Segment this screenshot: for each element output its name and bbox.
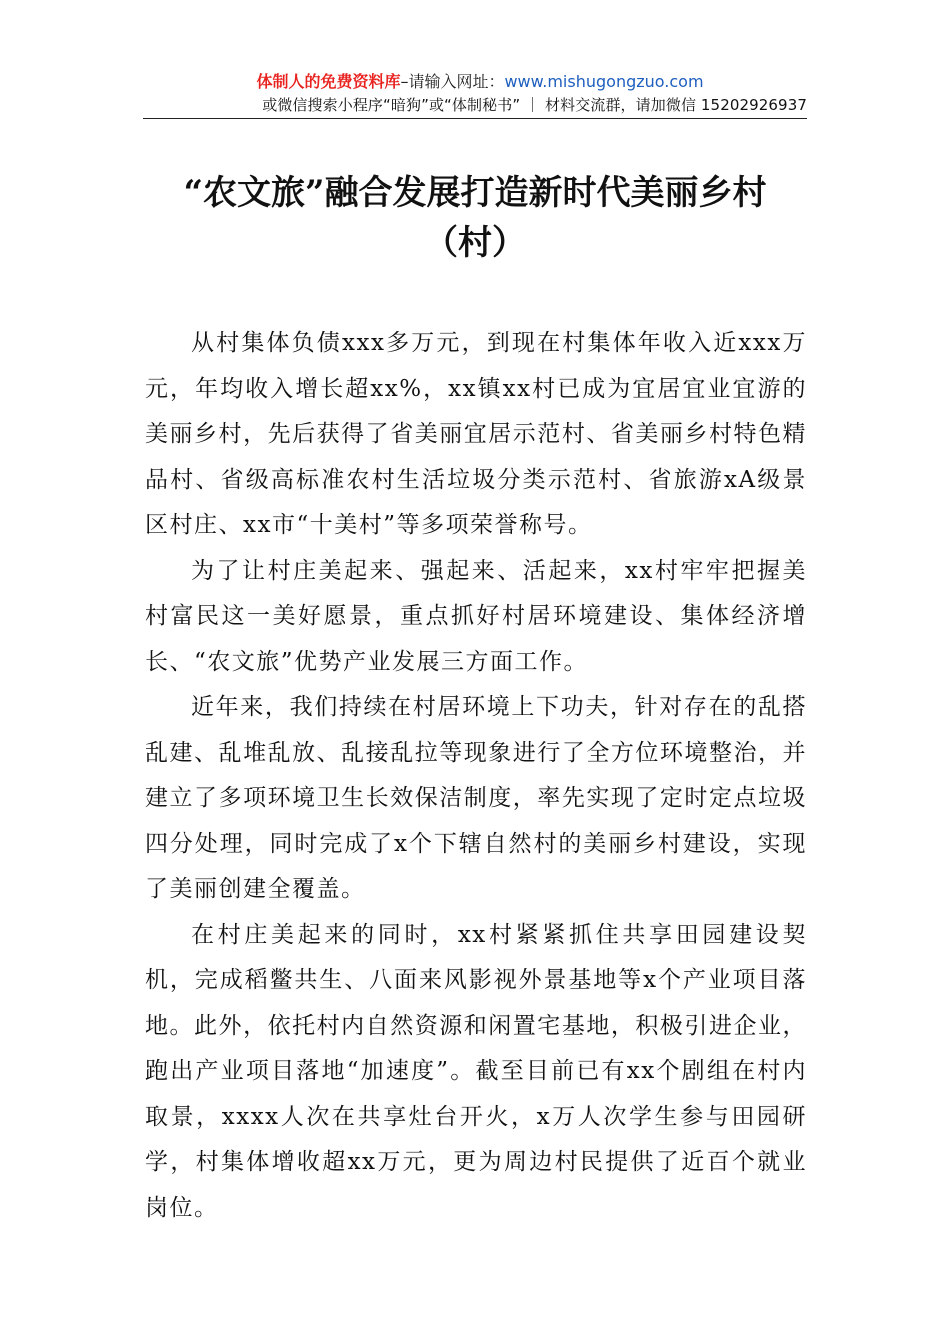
document-body: [145, 321, 807, 1231]
title-line-1: “农文旅”融合发展打造新时代美丽乡村: [183, 173, 767, 213]
paragraph-3: 近年来，我们持续在村居环境上下功夫，针对存在的乱搭乱建、乱堆乱放、乱接乱拉等现象进行了全方位环境整治，并建立了多项环境卫生长效保洁制度，率先实现了定时定点垃圾四分处理，同时完成了x个下辖自然村的美丽乡村建设，实现了美丽创建全覆盖。: [145, 694, 807, 902]
header-prompt: –请输入网址：: [400, 72, 505, 91]
paragraph-2: 为了让村庄美起来、强起来、活起来，xx村牢牢把握美村富民这一美好愿景，重点抓好村居环境建设、集体经济增长、“农文旅”优势产业发展三方面工作。: [145, 557, 807, 675]
header-line-1: [143, 70, 807, 94]
header-brand: 体制人的免费资料库: [256, 72, 401, 91]
page-header: [143, 70, 807, 119]
header-line-2: 或微信搜索小程序“暗狗”或“体制秘书” ｜ 材料交流群，请加微信 15202926937: [262, 96, 807, 114]
header-url-link[interactable]: www.mishugongzuo.com: [504, 72, 704, 91]
title-line-2: （村）: [424, 223, 526, 263]
document-title: [143, 168, 807, 268]
paragraph-4: 在村庄美起来的同时，xx村紧紧抓住共享田园建设契机，完成稻鳖共生、八面来风影视外景基地等x个产业项目落地。此外，依托村内自然资源和闲置宅基地，积极引进企业，跑出产业项目落地“加速度”。截至目前已有xx个剧组在村内取景，xxxx人次在共享灶台开火，x万人次学生参与田园研学，村集体增收超xx万元，更为周边村民提供了近百个就业岗位。: [145, 921, 807, 1221]
paragraph-1: 从村集体负债xxx多万元，到现在村集体年收入近xxx万元，年均收入增长超xx%，xx镇xx村已成为宜居宜业宜游的美丽乡村，先后获得了省美丽宜居示范村、省美丽乡村特色精品村、省级高标准农村生活垃圾分类示范村、省旅游xA级景区村庄、xx市“十美村”等多项荣誉称号。: [145, 330, 807, 538]
